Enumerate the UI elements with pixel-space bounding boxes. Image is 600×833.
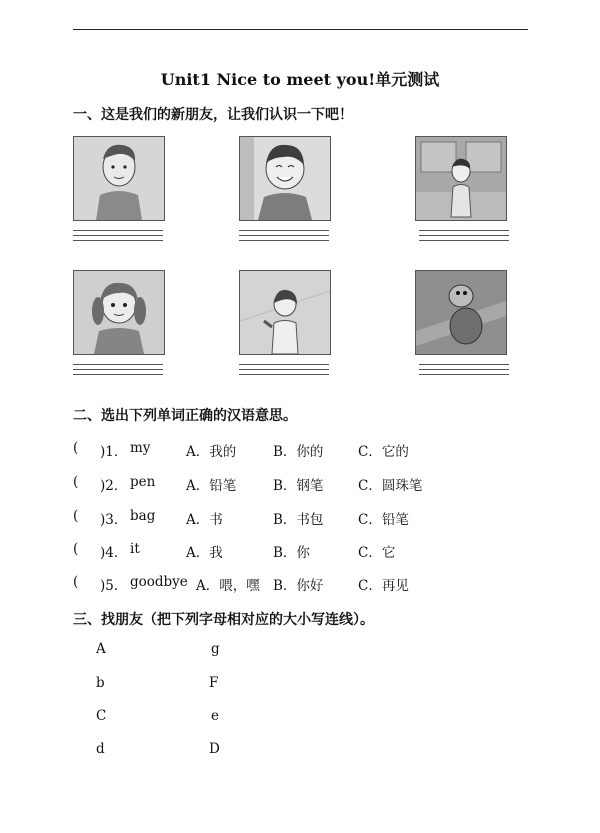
right-letter[interactable]: g: [211, 641, 220, 657]
picture-turtle: [415, 270, 507, 355]
answer-paren[interactable]: (: [73, 474, 79, 490]
option-c: C．它: [358, 545, 396, 561]
right-letter[interactable]: F: [209, 675, 219, 691]
option-a: A．我: [186, 545, 223, 561]
left-letter[interactable]: b: [96, 675, 105, 691]
answer-lines: [239, 230, 329, 250]
answer-lines: [73, 230, 163, 250]
question-number: )3．: [100, 512, 128, 528]
option-c: C．圆珠笔: [358, 478, 423, 494]
picture-girl-pigtails: [73, 270, 165, 355]
option-b: B．你好: [273, 578, 324, 594]
picture-smiling-boy: [239, 136, 331, 221]
section-1-heading: 一、这是我们的新朋友，让我们认识一下吧！: [73, 107, 353, 123]
section-2-heading: 二、选出下列单词正确的汉语意思。: [73, 408, 297, 424]
option-b: B．书包: [273, 512, 324, 528]
right-letter[interactable]: D: [209, 741, 220, 757]
left-letter[interactable]: d: [96, 741, 105, 757]
top-rule: [73, 29, 528, 30]
section-3-heading: 三、找朋友（把下列字母相对应的大小写连线）。: [73, 612, 374, 628]
answer-paren[interactable]: (: [73, 508, 79, 524]
question-number: )2．: [100, 478, 128, 494]
answer-paren[interactable]: (: [73, 440, 79, 456]
answer-lines: [419, 364, 509, 384]
picture-boy: [73, 136, 165, 221]
answer-lines: [239, 364, 329, 384]
page-title: Unit1 Nice to meet you!单元测试: [160, 70, 440, 89]
answer-paren[interactable]: (: [73, 541, 79, 557]
answer-paren[interactable]: (: [73, 574, 79, 590]
left-letter[interactable]: C: [96, 708, 107, 724]
option-c: C．铅笔: [358, 512, 409, 528]
right-letter[interactable]: e: [211, 708, 219, 724]
question-word: goodbye: [130, 574, 188, 590]
question-number: )1．: [100, 444, 128, 460]
answer-lines: [73, 364, 163, 384]
question-word: pen: [130, 474, 156, 490]
option-a: A．铅笔: [186, 478, 237, 494]
left-letter[interactable]: A: [96, 641, 106, 657]
option-a: A．我的: [186, 444, 237, 460]
question-word: bag: [130, 508, 156, 524]
option-a: A．喂，嘿: [196, 578, 260, 594]
option-a: A．书: [186, 512, 223, 528]
option-b: B．钢笔: [273, 478, 324, 494]
option-b: B．你的: [273, 444, 324, 460]
option-c: C．再见: [358, 578, 409, 594]
question-number: )5．: [100, 578, 128, 594]
answer-lines: [419, 230, 509, 250]
question-word: it: [130, 541, 140, 557]
picture-boy-window: [415, 136, 507, 221]
question-number: )4．: [100, 545, 128, 561]
picture-girl-waving: [239, 270, 331, 355]
question-word: my: [130, 440, 151, 456]
option-c: C．它的: [358, 444, 409, 460]
option-b: B．你: [273, 545, 310, 561]
